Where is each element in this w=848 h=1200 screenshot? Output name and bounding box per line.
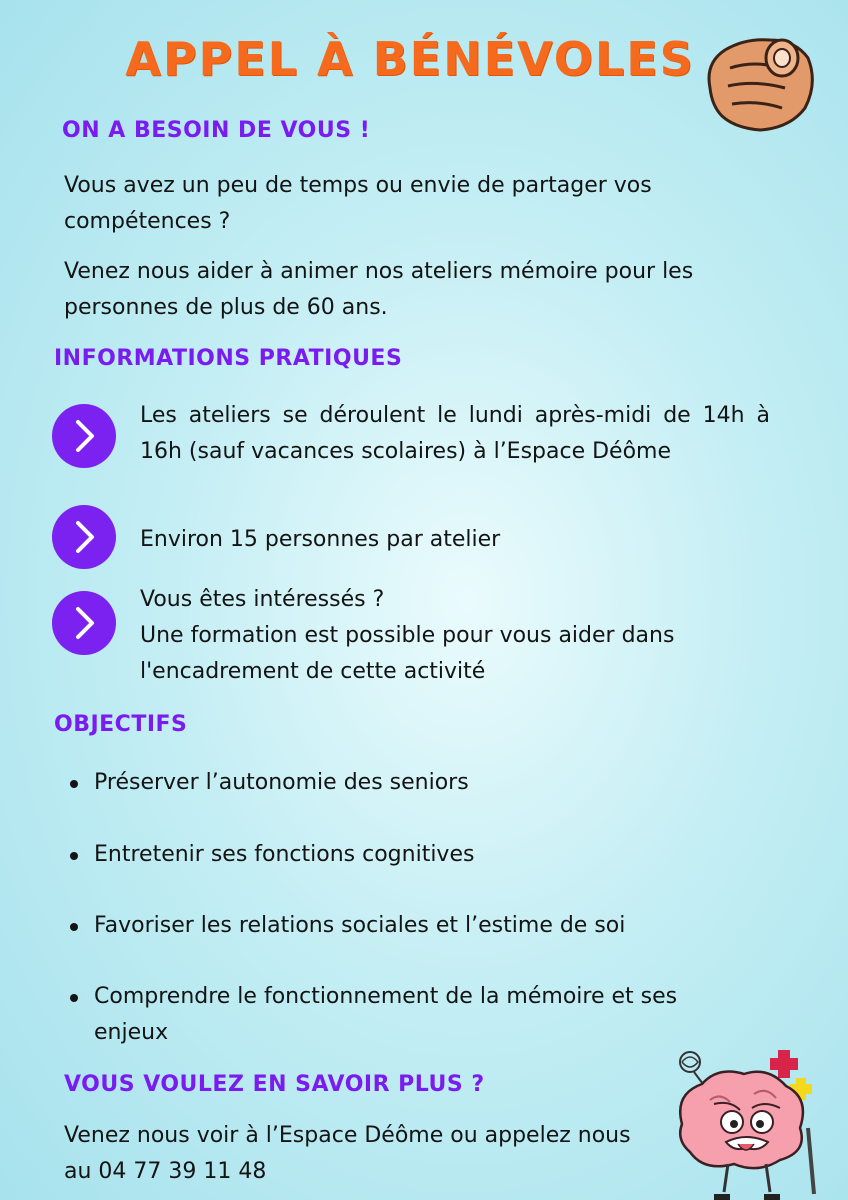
info-item-participants: Environ 15 personnes par atelier [140, 527, 501, 552]
intro-paragraph-1: Vous avez un peu de temps ou envie de partager vos compétences ? [64, 173, 652, 234]
contact-text: Venez nous voir à l’Espace Déôme ou appelez nous au 04 77 39 11 48 [64, 1123, 631, 1184]
infos-heading: INFORMATIONS PRATIQUES [54, 346, 403, 371]
list-item: Préserver l’autonomie des seniors [66, 765, 766, 801]
chevron-right-icon [52, 505, 116, 569]
chevron-right-icon [52, 591, 116, 655]
intro-heading: ON A BESOIN DE VOUS ! [62, 118, 371, 143]
list-item: Comprendre le fonctionnement de la mémoire et ses enjeux [66, 979, 754, 1051]
page-title: APPEL À BÉNÉVOLES [125, 32, 695, 86]
chevron-right-icon [52, 404, 116, 468]
objectifs-heading: OBJECTIFS [54, 712, 188, 737]
brain-mascot-icon [668, 1044, 838, 1200]
objectifs-list [66, 765, 766, 1051]
info-item-training: Une formation est possible pour vous aider dans l'encadrement de cette activité [140, 623, 675, 684]
intro-paragraph-2: Venez nous aider à animer nos ateliers mémoire pour les personnes de plus de 60 ans. [64, 259, 694, 320]
contact-heading: VOUS VOULEZ EN SAVOIR PLUS ? [64, 1072, 485, 1097]
list-item: Entretenir ses fonctions cognitives [66, 837, 766, 873]
pointing-hand-icon [700, 28, 820, 138]
info-item-interested: Vous êtes intéressés ? [140, 587, 385, 612]
info-item-schedule: Les ateliers se déroulent le lundi après-midi de 14h à 16h (sauf vacances scolaires) à l’Espace Déôme [140, 403, 770, 464]
list-item: Favoriser les relations sociales et l’estime de soi [66, 908, 766, 944]
